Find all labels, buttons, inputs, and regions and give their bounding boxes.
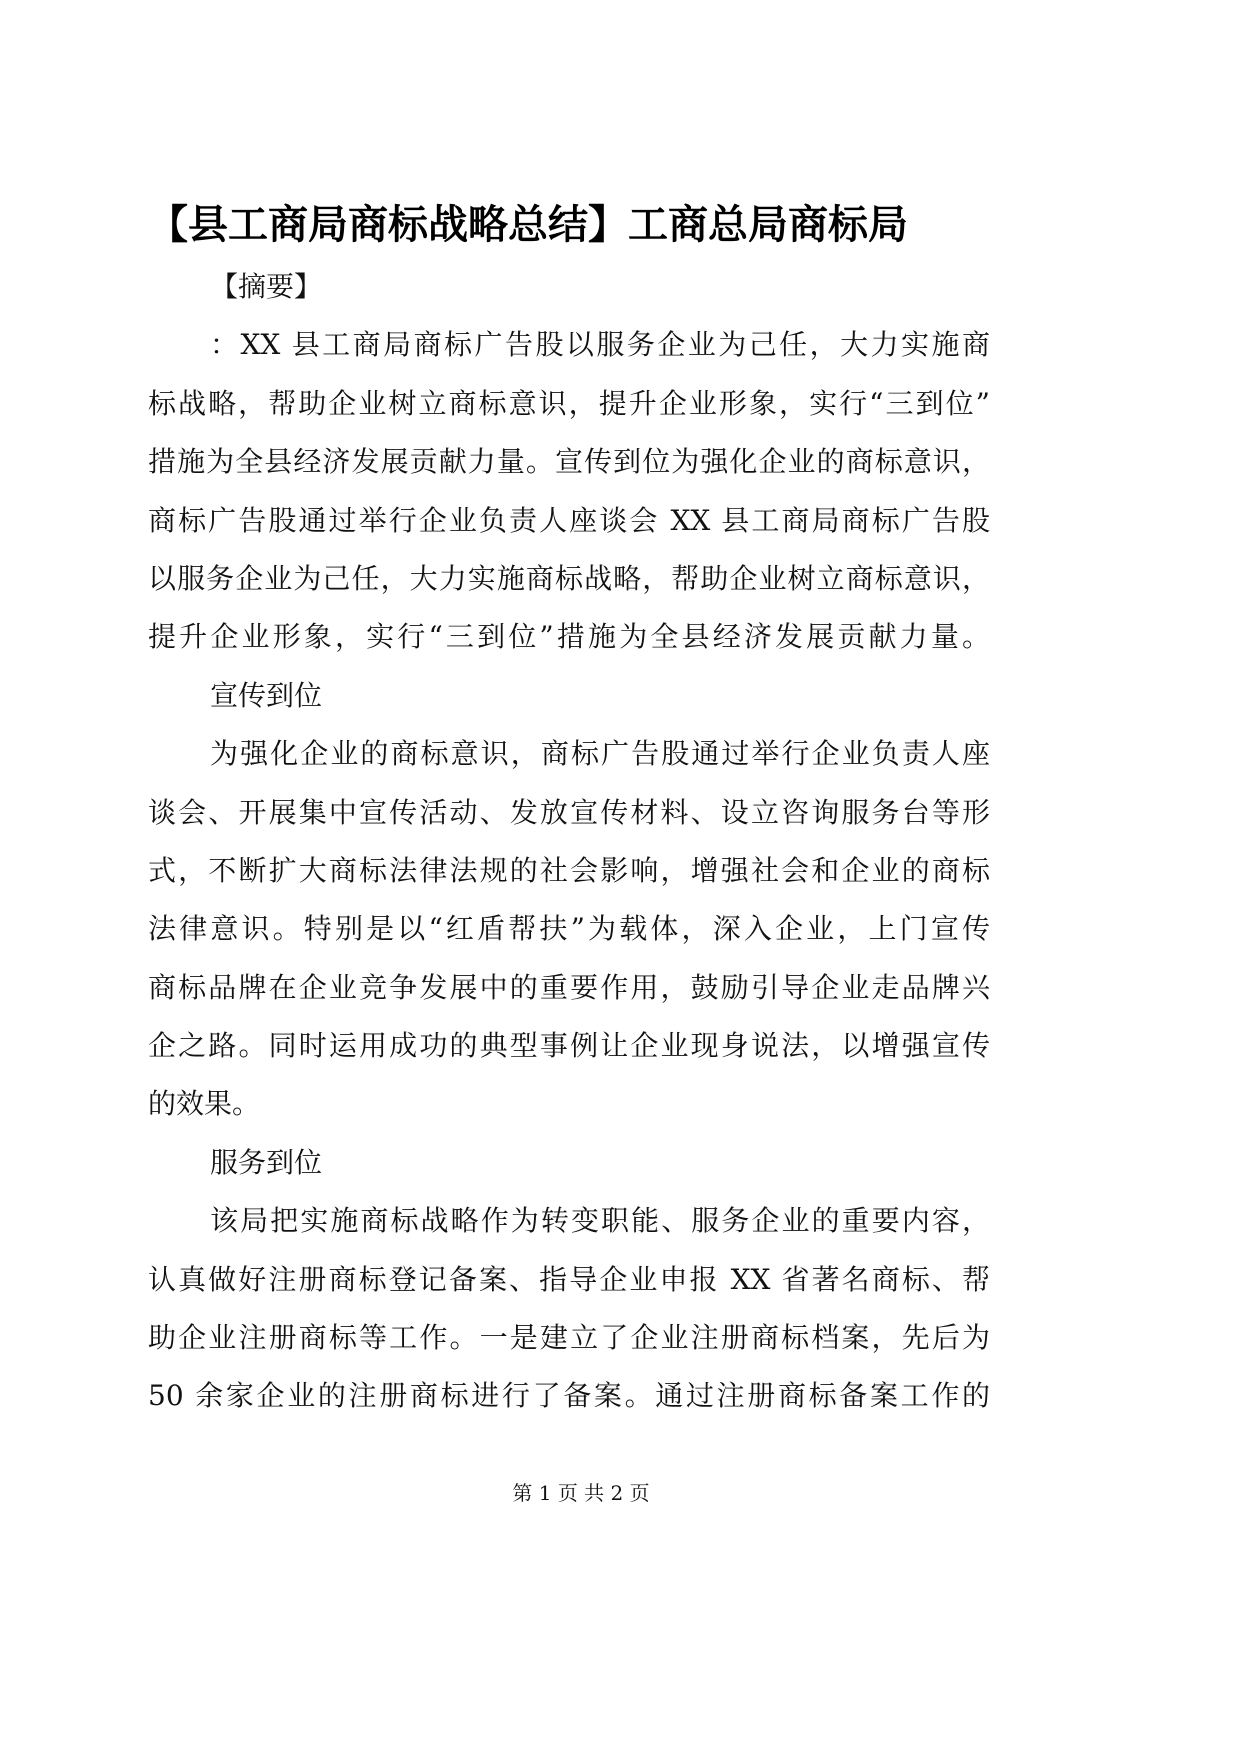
section-line: 为强化企业的商标意识，商标广告股通过举行企业负责人座 [210, 737, 990, 771]
page-footer: 第 1 页 共 2 页 [512, 1481, 650, 1505]
section-line: 50 余家企业的注册商标进行了备案。通过注册商标备案工作的 [148, 1379, 990, 1413]
section-line: 商标品牌在企业竞争发展中的重要作用，鼓励引导企业走品牌兴 [148, 970, 990, 1004]
section-line: 式，不断扩大商标法律法规的社会影响，增强社会和企业的商标 [148, 853, 990, 887]
abstract-line: 措施为全县经济发展贡献力量。宣传到位为强化企业的商标意识， [148, 445, 990, 479]
abstract-heading: 【摘要】 [210, 270, 323, 303]
abstract-line: 商标广告股通过举行企业负责人座谈会 XX 县工商局商标广告股 [148, 503, 990, 537]
section-line: 认真做好注册商标登记备案、指导企业申报 XX 省著名商标、帮 [148, 1262, 990, 1296]
abstract-line: ：XX 县工商局商标广告股以服务企业为己任，大力实施商 [210, 328, 990, 362]
section-heading: 宣传到位 [210, 678, 323, 712]
section-line: 该局把实施商标战略作为转变职能、服务企业的重要内容， [210, 1204, 990, 1238]
section-line: 的效果。 [148, 1087, 261, 1121]
section-line: 法律意识。特别是以“红盾帮扶”为载体，深入企业，上门宣传 [148, 912, 990, 946]
abstract-line: 以服务企业为己任，大力实施商标战略，帮助企业树立商标意识， [148, 561, 990, 595]
abstract-line: 标战略，帮助企业树立商标意识，提升企业形象，实行“三到位” [148, 386, 990, 420]
section-heading: 服务到位 [210, 1145, 323, 1179]
abstract-line: 提升企业形象，实行“三到位”措施为全县经济发展贡献力量。 [148, 620, 990, 654]
document-title: 【县工商局商标战略总结】工商总局商标局 [148, 201, 908, 248]
section-line: 助企业注册商标等工作。一是建立了企业注册商标档案，先后为 [148, 1321, 990, 1355]
document-body [148, 258, 990, 1426]
section-line: 企之路。同时运用成功的典型事例让企业现身说法，以增强宣传 [148, 1029, 990, 1063]
section-line: 谈会、开展集中宣传活动、发放宣传材料、设立咨询服务台等形 [148, 795, 990, 829]
